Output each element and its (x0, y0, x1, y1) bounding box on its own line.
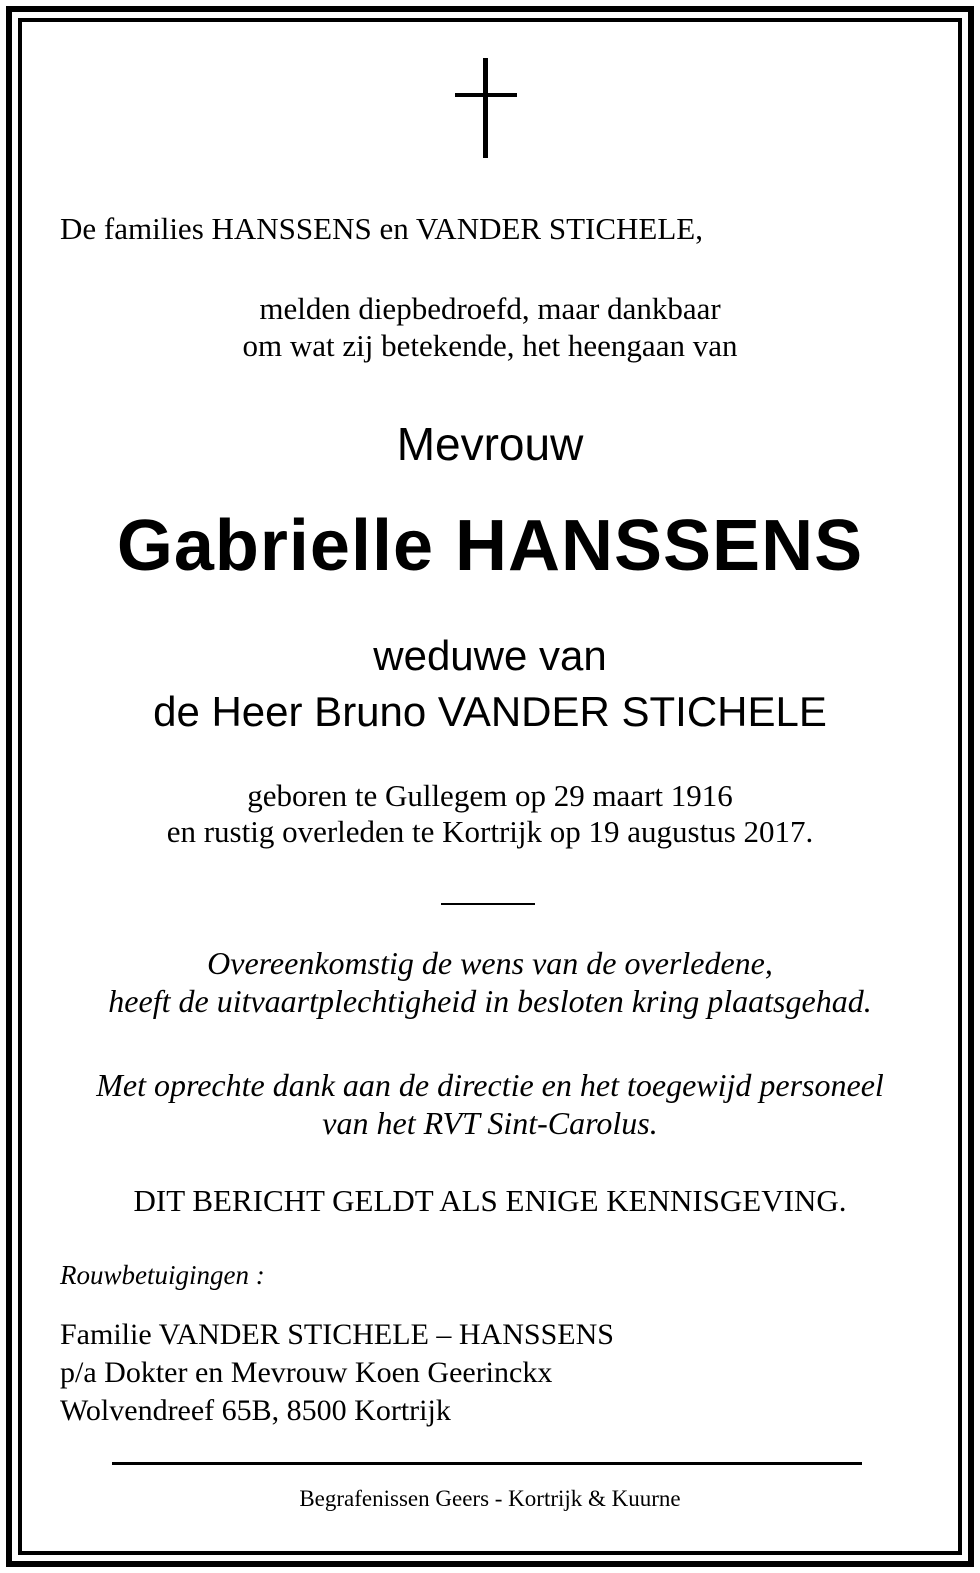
short-divider (441, 903, 535, 905)
condolences-heading: Rouwbetuigingen : (60, 1260, 265, 1290)
widow-line-1: weduwe van (373, 632, 607, 679)
announcement-line-2: om wat zij betekende, het heengaan van (242, 328, 738, 363)
thanks-text (0, 1066, 980, 1142)
death-line: en rustig overleden te Kortrijk op 19 augustus 2017. (166, 814, 814, 849)
announcement (0, 290, 980, 364)
widow-line-2: de Heer Bruno VANDER STICHELE (153, 688, 827, 735)
official-notice: DIT BERICHT GELDT ALS ENIGE KENNISGEVING. (133, 1183, 847, 1218)
thanks-line-1: Met oprechte dank aan de directie en het toegewijd personeel (96, 1067, 884, 1103)
address-line-1: Familie VANDER STICHELE – HANSSENS (60, 1318, 614, 1351)
footer-divider (112, 1462, 862, 1465)
deceased-title: Mevrouw (396, 418, 584, 470)
cross-icon (455, 58, 517, 158)
announcement-line-1: melden diepbedroefd, maar dankbaar (259, 291, 721, 326)
condolences-address (60, 1316, 614, 1430)
life-dates (0, 778, 980, 850)
wish-line-2: heeft de uitvaartplechtigheid in besloten kring plaatsgehad. (108, 983, 872, 1019)
thanks-line-2: van het RVT Sint-Carolus. (322, 1105, 658, 1141)
deceased-name: Gabrielle HANSSENS (116, 506, 864, 586)
funeral-wish (0, 944, 980, 1020)
wish-line-1: Overeenkomstig de wens van de overledene, (207, 945, 773, 981)
address-line-2: p/a Dokter en Mevrouw Koen Geerinckx (60, 1356, 553, 1389)
intro-text: De families HANSSENS en VANDER STICHELE, (60, 211, 703, 246)
undertaker-credit: Begrafenissen Geers - Kortrijk & Kuurne (299, 1486, 681, 1511)
birth-line: geboren te Gullegem op 29 maart 1916 (247, 778, 733, 813)
address-line-3: Wolvendreef 65B, 8500 Kortrijk (60, 1394, 451, 1427)
